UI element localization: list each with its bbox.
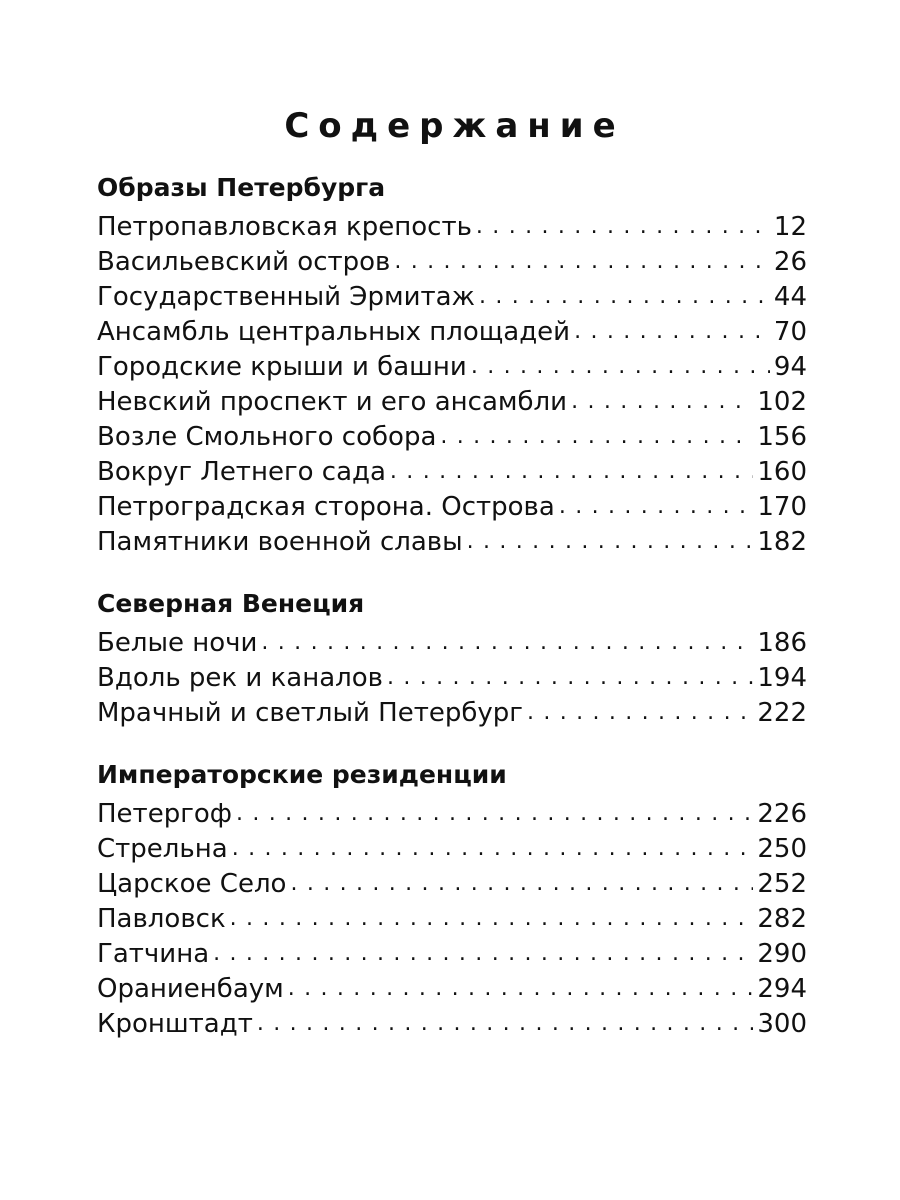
dot-leader — [288, 971, 754, 1006]
entry-title: Ансамбль центральных площадей — [97, 317, 571, 347]
toc-entry — [97, 210, 807, 245]
dot-leader — [230, 901, 754, 936]
entry-page-number: 194 — [757, 663, 807, 693]
entry-title: Петропавловская крепость — [97, 212, 472, 242]
entry-title: Кронштадт — [97, 1009, 253, 1039]
entry-page-number: 300 — [757, 1009, 807, 1039]
entry-title: Петергоф — [97, 799, 232, 829]
section-heading: Императорские резиденции — [97, 760, 507, 789]
toc-entry — [97, 280, 807, 315]
dot-leader — [571, 384, 753, 419]
dot-leader — [394, 244, 770, 279]
dot-leader — [290, 866, 753, 901]
dot-leader — [213, 936, 753, 971]
entry-title: Стрельна — [97, 834, 228, 864]
dot-leader — [390, 454, 753, 489]
entry-page-number: 186 — [757, 628, 807, 658]
dot-leader — [467, 524, 754, 559]
entry-title: Вокруг Летнего сада — [97, 457, 386, 487]
toc-entry — [97, 525, 807, 560]
toc-entry — [97, 972, 807, 1007]
entry-title: Государственный Эрмитаж — [97, 282, 475, 312]
entry-page-number: 26 — [773, 247, 807, 277]
toc-entry — [97, 315, 807, 350]
toc-entry — [97, 490, 807, 525]
toc-entry — [97, 661, 807, 696]
dot-leader — [479, 279, 770, 314]
entry-title: Ораниенбаум — [97, 974, 284, 1004]
entry-page-number: 102 — [757, 387, 807, 417]
entry-page-number: 222 — [757, 698, 807, 728]
dot-leader — [476, 209, 770, 244]
toc-entry — [97, 385, 807, 420]
dot-leader — [387, 660, 753, 695]
toc-entry — [97, 937, 807, 972]
toc-entry — [97, 1007, 807, 1042]
entry-title: Городские крыши и башни — [97, 352, 467, 382]
entry-page-number: 294 — [757, 974, 807, 1004]
toc-entry — [97, 420, 807, 455]
toc-section — [97, 582, 807, 731]
section-heading: Северная Венеция — [97, 589, 365, 618]
entry-page-number: 226 — [757, 799, 807, 829]
entry-title: Памятники военной славы — [97, 527, 463, 557]
entry-page-number: 94 — [773, 352, 807, 382]
toc-entry — [97, 626, 807, 661]
entry-page-number: 44 — [773, 282, 807, 312]
dot-leader — [261, 625, 753, 660]
dot-leader — [257, 1006, 753, 1041]
toc-section — [97, 166, 807, 560]
entry-title: Белые ночи — [97, 628, 258, 658]
dot-leader — [232, 831, 754, 866]
entry-title: Невский проспект и его ансамбли — [97, 387, 568, 417]
entry-page-number: 70 — [773, 317, 807, 347]
entry-page-number: 170 — [757, 492, 807, 522]
toc-entry — [97, 455, 807, 490]
toc-entry — [97, 832, 807, 867]
entry-title: Вдоль рек и каналов — [97, 663, 383, 693]
table-of-contents — [97, 166, 807, 1042]
entry-page-number: 250 — [757, 834, 807, 864]
entry-page-number: 12 — [773, 212, 807, 242]
entry-page-number: 156 — [757, 422, 807, 452]
toc-entry — [97, 245, 807, 280]
dot-leader — [574, 314, 770, 349]
dot-leader — [559, 489, 754, 524]
dot-leader — [471, 349, 770, 384]
dot-leader — [527, 695, 753, 730]
entry-page-number: 160 — [757, 457, 807, 487]
dot-leader — [440, 419, 753, 454]
entry-page-number: 182 — [757, 527, 807, 557]
toc-entry — [97, 797, 807, 832]
toc-section — [97, 753, 807, 1042]
dot-leader — [236, 796, 753, 831]
entry-page-number: 252 — [757, 869, 807, 899]
toc-entry — [97, 902, 807, 937]
entry-title: Петроградская сторона. Острова — [97, 492, 555, 522]
entry-title: Павловск — [97, 904, 226, 934]
entry-page-number: 290 — [757, 939, 807, 969]
section-heading: Образы Петербурга — [97, 173, 386, 202]
page-title: Содержание — [284, 105, 625, 146]
entry-title: Гатчина — [97, 939, 210, 969]
entry-title: Возле Смольного собора — [97, 422, 437, 452]
toc-entry — [97, 350, 807, 385]
toc-entry — [97, 696, 807, 731]
entry-page-number: 282 — [757, 904, 807, 934]
toc-entry — [97, 867, 807, 902]
entry-title: Мрачный и светлый Петербург — [97, 698, 523, 728]
entry-title: Царское Село — [97, 869, 287, 899]
entry-title: Васильевский остров — [97, 247, 391, 277]
